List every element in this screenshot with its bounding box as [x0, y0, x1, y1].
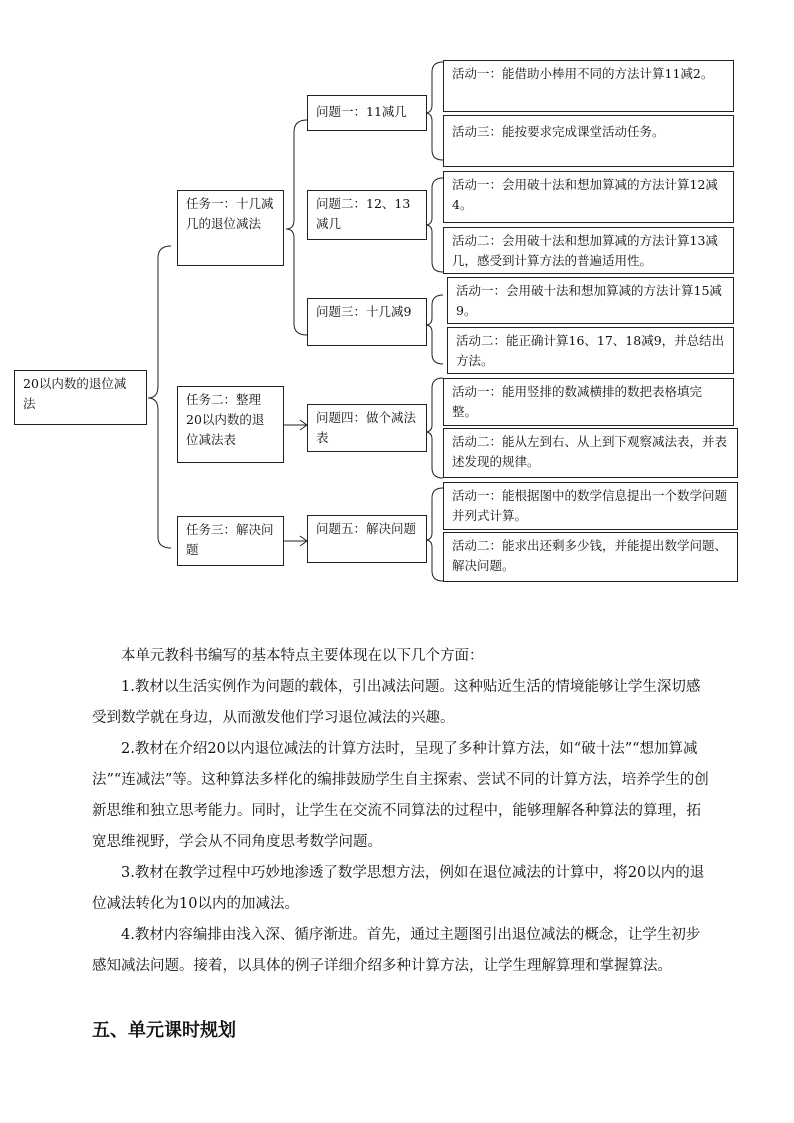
- task-node-3: 任务三：解决问题: [177, 516, 284, 566]
- question-node-2: 问题二：12、13减几: [307, 190, 427, 240]
- question-node-3: 问题三：十几减9: [307, 298, 427, 346]
- question-node-5: 问题五：解决问题: [307, 515, 427, 563]
- activity-node-8: 活动二：能从左到右、从上到下观察减法表，并表述发现的规律。: [443, 428, 738, 478]
- section-heading: 五、单元课时规划: [92, 1020, 236, 1041]
- activity-node-2: 活动三：能按要求完成课堂活动任务。: [443, 115, 734, 167]
- feature-paragraph-4: 4.教材内容编排由浅入深、循序渐进。首先，通过主题图引出退位减法的概念，让学生初步感知减法问题。接着，以具体的例子详细介绍多种计算方法，让学生理解算理和掌握算法。: [92, 927, 701, 974]
- feature-paragraph-3: 3.教材在教学过程中巧妙地渗透了数学思想方法，例如在退位减法的计算中，将20以内的退位减法转化为10以内的加减法。: [92, 865, 705, 912]
- intro-paragraph: 本单元教科书编写的基本特点主要体现在以下几个方面：: [121, 648, 484, 664]
- activity-node-7: 活动一：能用竖排的数减横排的数把表格填完整。: [443, 378, 734, 426]
- question-node-1: 问题一：11减几: [307, 95, 427, 131]
- task-node-2: 任务二：整理20以内数的退位减法表: [177, 386, 284, 463]
- activity-node-10: 活动二：能求出还剩多少钱，并能提出数学问题、解决问题。: [443, 532, 738, 582]
- root-node: 20以内数的退位减法: [14, 370, 147, 425]
- activity-node-4: 活动二：会用破十法和想加算减的方法计算13减几，感受到计算方法的普遍适用性。: [443, 227, 734, 274]
- activity-node-9: 活动一：能根据图中的数学信息提出一个数学问题并列式计算。: [443, 482, 738, 530]
- question-node-4: 问题四：做个减法表: [307, 404, 427, 452]
- activity-node-3: 活动一：会用破十法和想加算减的方法计算12减4。: [443, 171, 734, 223]
- activity-node-5: 活动一：会用破十法和想加算减的方法计算15减9。: [447, 277, 734, 324]
- task-node-1: 任务一：十几减几的退位减法: [177, 190, 284, 266]
- activity-node-6: 活动二：能正确计算16、17、18减9，并总结出方法。: [447, 327, 734, 374]
- activity-node-1: 活动一：能借助小棒用不同的方法计算11减2。: [443, 60, 734, 112]
- feature-paragraph-1: 1.教材以生活实例作为问题的载体，引出减法问题。这种贴近生活的情境能够让学生深切感受到数学就在身边，从而激发他们学习退位减法的兴趣。: [92, 679, 701, 726]
- feature-paragraph-2: 2.教材在介绍20以内退位减法的计算方法时，呈现了多种计算方法，如“破十法”“想加算减法”“连减法”等。这种算法多样化的编排鼓励学生自主探索、尝试不同的计算方法，培养学生的创新思维和独立思考能力。同时，让学生在交流不同算法的过程中，能够理解各种算法的算理，拓宽思维视野，学会从不同角度思考数学问题。: [92, 741, 709, 850]
